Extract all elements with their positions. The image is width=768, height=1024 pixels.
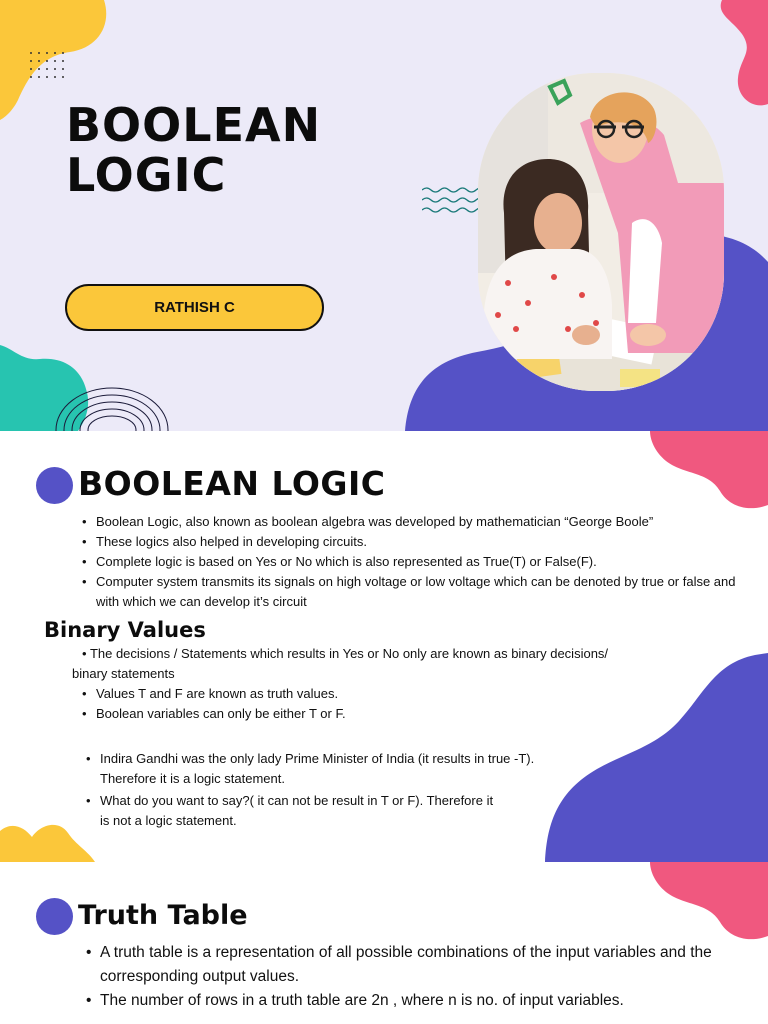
- yellow-blob-bottom-left: [0, 817, 95, 862]
- list-item: • These logics also helped in developing circuits.: [82, 532, 762, 552]
- list-item: • Boolean Logic, also known as boolean algebra was developed by mathematician “George Boole”: [82, 512, 762, 532]
- author-name-pill: RATHISH C: [65, 284, 324, 331]
- list-item: • Boolean variables can only be either T or F.: [82, 704, 682, 724]
- binary-intro-text: • The decisions / Statements which results in Yes or No only are known as binary decisions/ binary statements: [72, 644, 732, 684]
- binary-values-heading: Binary Values: [44, 618, 206, 642]
- pink-blob-top-right: [650, 431, 768, 511]
- teacher-student-photo: [478, 73, 724, 391]
- list-item: • Complete logic is based on Yes or No which is also represented as True(T) or False(F).: [82, 552, 762, 572]
- list-item: • Computer system transmits its signals on high voltage or low voltage which can be denoted by true or false and with which we can develop it’s circuit: [82, 572, 762, 612]
- boolean-logic-list: [82, 512, 762, 612]
- section-bullet-dot: [36, 467, 73, 504]
- binary-values-list: [82, 684, 682, 724]
- truth-table-list: [86, 941, 726, 1013]
- binary-intro-line1: The decisions / Statements which results in Yes or No only are known as binary decisions/: [89, 646, 609, 661]
- contour-rings-decoration: [50, 384, 170, 431]
- slide-heading: Truth Table: [78, 900, 248, 931]
- title-slide: [0, 0, 768, 431]
- list-item: • A truth table is a representation of all possible combinations of the input variables and the corresponding output values.: [86, 941, 726, 989]
- pink-blob-top-right: [650, 862, 768, 942]
- truth-table-slide: [0, 862, 768, 1024]
- binary-intro-line2: binary statements: [72, 666, 175, 681]
- list-item: • The number of rows in a truth table are 2n , where n is no. of input variables.: [86, 989, 726, 1013]
- list-item: • What do you want to say?( it can not be result in T or F). Therefore it is not a logic statement.: [86, 791, 500, 831]
- list-item: • Indira Gandhi was the only lady Prime Minister of India (it results in true -T). Therefore it is a logic statement.: [86, 749, 536, 789]
- presentation-title: BOOLEAN LOGIC: [66, 98, 322, 202]
- examples-list: [86, 749, 536, 831]
- list-item: • Values T and F are known as truth values.: [82, 684, 682, 704]
- dot-grid-decoration: [28, 50, 70, 84]
- section-bullet-dot: [36, 898, 73, 935]
- slide-heading: BOOLEAN LOGIC: [78, 464, 386, 503]
- boolean-logic-slide: [0, 431, 768, 862]
- pink-blob-top-right: [712, 0, 768, 110]
